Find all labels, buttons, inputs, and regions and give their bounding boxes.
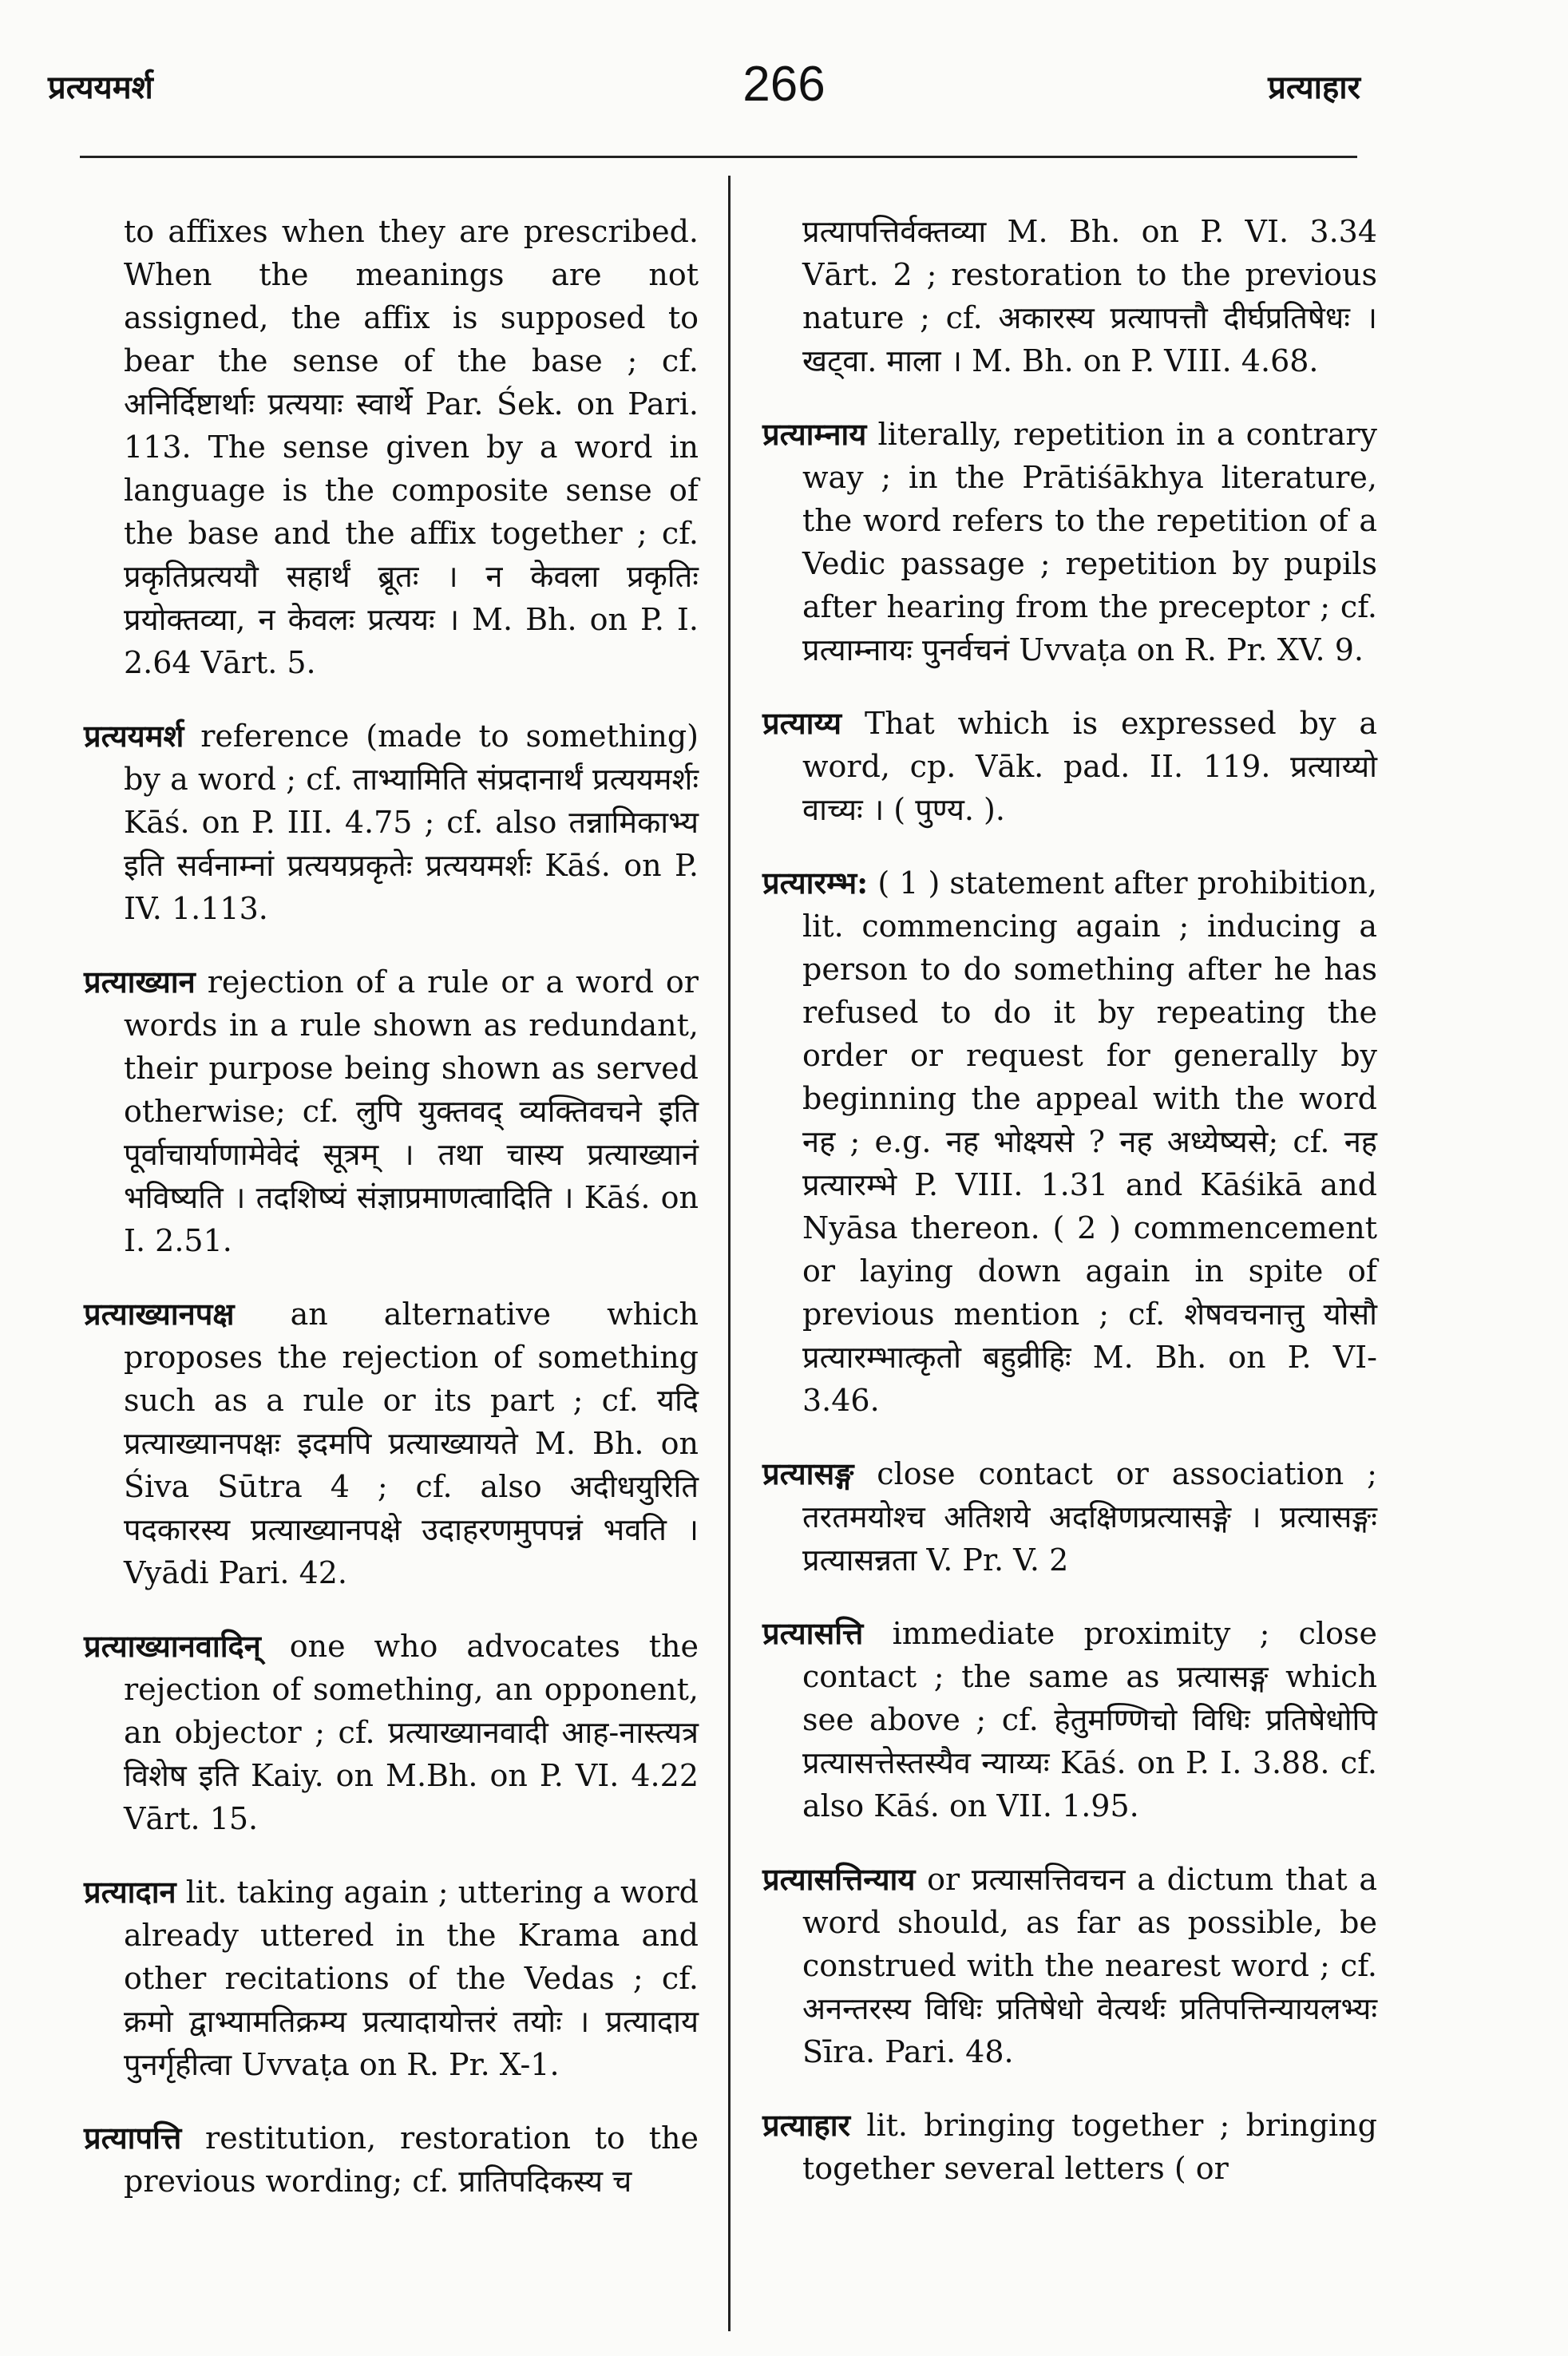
running-head-right: प्रत्याहार: [1268, 69, 1360, 106]
entry-text: close contact or association ; तरतमयोश्च अतिशये अदक्षिणप्रत्यासङ्गे । प्रत्यासङ्गः प्रत्यासन्नता V. Pr. V. 2: [802, 1456, 1377, 1578]
entry-text: lit. taking again ; uttering a word already uttered in the Krama and other recitations of the Vedas ; cf. क्रमो द्वाभ्यामतिक्रम्य प्रत्यादायोत्तरं तयोः । प्रत्यादाय पुनर्गृहीत्वा Uvvaṭa on R. Pr. X-1.: [124, 1875, 699, 2082]
entry-text: an alternative which proposes the rejection of something such as a rule or its part ; cf. यदि प्रत्याख्यानपक्षः इदमपि प्रत्याख्यायते M. Bh. on Śiva Sūtra 4 ; cf. also अदीधयुरिति पदकारस्य प्रत्याख्यानपक्षे उदाहरणमुपपन्नं भवति । Vyādi Pari. 42.: [124, 1297, 699, 1590]
dictionary-entry: [762, 1452, 1377, 1582]
right-column: [762, 180, 1377, 2212]
entry-headword: प्रत्याख्यानवादिन्: [84, 1628, 261, 1664]
entry-text: immediate proximity ; close contact ; the same as प्रत्यासङ्ग which see above ; cf. हेतुमण्णिचो विधिः प्रतिषेधोपि प्रत्यासत्तेस्तस्यैव न्याय्यः Kāś. on P. I. 3.88. cf. also Kāś. on VII. 1.95.: [802, 1616, 1377, 1823]
dictionary-entry: [84, 1871, 699, 2086]
entry-headword: प्रत्यासत्ति: [762, 1615, 864, 1651]
dictionary-entry: [762, 210, 1377, 382]
dictionary-entry: [762, 2104, 1377, 2190]
entry-headword: प्रत्यादान: [84, 1874, 176, 1910]
entry-text: प्रत्यापत्तिर्वक्तव्या M. Bh. on P. VI. 3.34 Vārt. 2 ; restoration to the previous nature ; cf. अकारस्य प्रत्यापत्तौ दीर्घप्रतिषेधः । खट्वा. माला । M. Bh. on P. VIII. 4.68.: [802, 214, 1377, 378]
entry-headword: प्रत्यासङ्ग: [762, 1455, 854, 1491]
entry-headword: प्रत्यापत्ति: [84, 2120, 182, 2156]
entry-headword: प्रत्याय्य: [762, 705, 842, 741]
dictionary-entry: [762, 702, 1377, 831]
running-head-left: प्रत्ययमर्श: [48, 69, 153, 106]
page-header: [0, 56, 1568, 120]
dictionary-entry: [84, 1625, 699, 1840]
entry-headword: प्रत्याम्नाय: [762, 416, 867, 452]
dictionary-entry: [84, 1293, 699, 1594]
dictionary-entry: [762, 861, 1377, 1422]
entry-headword: प्रत्याख्यानपक्ष: [84, 1296, 235, 1332]
entry-text: reference (made to something) by a word ; cf. ताभ्यामिति संप्रदानार्थं प्रत्ययमर्शः Kāś. on P. III. 4.75 ; cf. also तन्नामिकाभ्य इति सर्वनाम्नां प्रत्ययप्रकृतेः प्रत्ययमर्शः Kāś. on P. IV. 1.113.: [124, 719, 699, 926]
entry-text: lit. bringing together ; bringing together several letters ( or: [802, 2108, 1377, 2186]
entry-text: literally, repetition in a contrary way ; in the Prātiśākhya literature, the word refers to the repetition of a Vedic passage ; repetition by pupils after hearing from the preceptor ; cf. प्रत्याम्नायः पुनर्वचनं Uvvaṭa on R. Pr. XV. 9.: [802, 417, 1377, 667]
dictionary-entry: [762, 413, 1377, 671]
entry-headword: प्रत्याख्यान: [84, 964, 196, 1000]
entry-text: ( 1 ) statement after prohibition, lit. commencing again ; inducing a person to do something after he has refused to do it by repeating the order or request for generally by beginning the appeal with the word नह ; e.g. नह भोक्ष्यसे ? नह अध्येष्यसे; cf. नह प्रत्यारम्भे P. VIII. 1.31 and Kāśikā and Nyāsa thereon. ( 2 ) commencement or laying down again in spite of previous mention ; cf. शेषवचनात्तु योसौ प्रत्यारम्भात्कृतो बहुव्रीहिः M. Bh. on P. VI-3.46.: [802, 865, 1377, 1418]
dictionary-entry: [84, 960, 699, 1262]
entry-text: or प्रत्यासत्तिवचन a dictum that a word should, as far as possible, be construed with the nearest word ; cf. अनन्तरस्य विधिः प्रतिषेधो वेत्यर्थः प्रतिपत्तिन्यायलभ्यः Sīra. Pari. 48.: [802, 1862, 1377, 2069]
entry-text: one who advocates the rejection of something, an opponent, an objector ; cf. प्रत्याख्यानवादी आह-नास्त्यत्र विशेष इति Kaiy. on M.Bh. on P. VI. 4.22 Vārt. 15.: [124, 1629, 699, 1836]
dictionary-entry: [762, 1612, 1377, 1827]
entry-headword: प्रत्याहार: [762, 2107, 851, 2143]
entry-headword: प्रत्ययमर्श: [84, 718, 184, 754]
header-rule: [80, 156, 1357, 158]
entry-headword: प्रत्यारम्भ:: [762, 865, 869, 901]
dictionary-entry: [84, 210, 699, 684]
entry-text: That which is expressed by a word, cp. Vāk. pad. II. 119. प्रत्याय्यो वाच्यः । ( पुण्य. ).: [802, 706, 1377, 827]
dictionary-entry: [762, 1858, 1377, 2073]
entry-text: restitution, restoration to the previous wording; cf. प्रातिपदिकस्य च: [124, 2120, 699, 2199]
entry-headword: प्रत्यासत्तिन्याय: [762, 1861, 916, 1897]
entry-text: rejection of a rule or a word or words in a rule shown as redundant, their purpose being shown as served otherwise; cf. लुपि युक्तवद् व्यक्तिवचने इति पूर्वाचार्याणामेवेदं सूत्रम् । तथा चास्य प्रत्याख्यानं भविष्यति । तदशिष्यं संज्ञाप्रमाणत्वादिति । Kāś. on I. 2.51.: [124, 964, 699, 1258]
dictionary-entry: [84, 2116, 699, 2203]
page-number: 266: [742, 57, 826, 112]
left-column: [84, 180, 699, 2225]
dictionary-entry: [84, 715, 699, 930]
entry-text: to affixes when they are prescribed. When the meanings are not assigned, the affix is supposed to bear the sense of the base ; cf. अनिर्दिष्टार्थाः प्रत्ययाः स्वार्थे Par. Śek. on Pari. 113. The sense given by a word in language is the composite sense of the base and the affix together ; cf. प्रकृतिप्रत्ययौ सहार्थं ब्रूतः । न केवला प्रकृतिः प्रयोक्तव्या, न केवलः प्रत्ययः । M. Bh. on P. I. 2.64 Vārt. 5.: [124, 214, 699, 680]
column-divider: [728, 176, 731, 2331]
